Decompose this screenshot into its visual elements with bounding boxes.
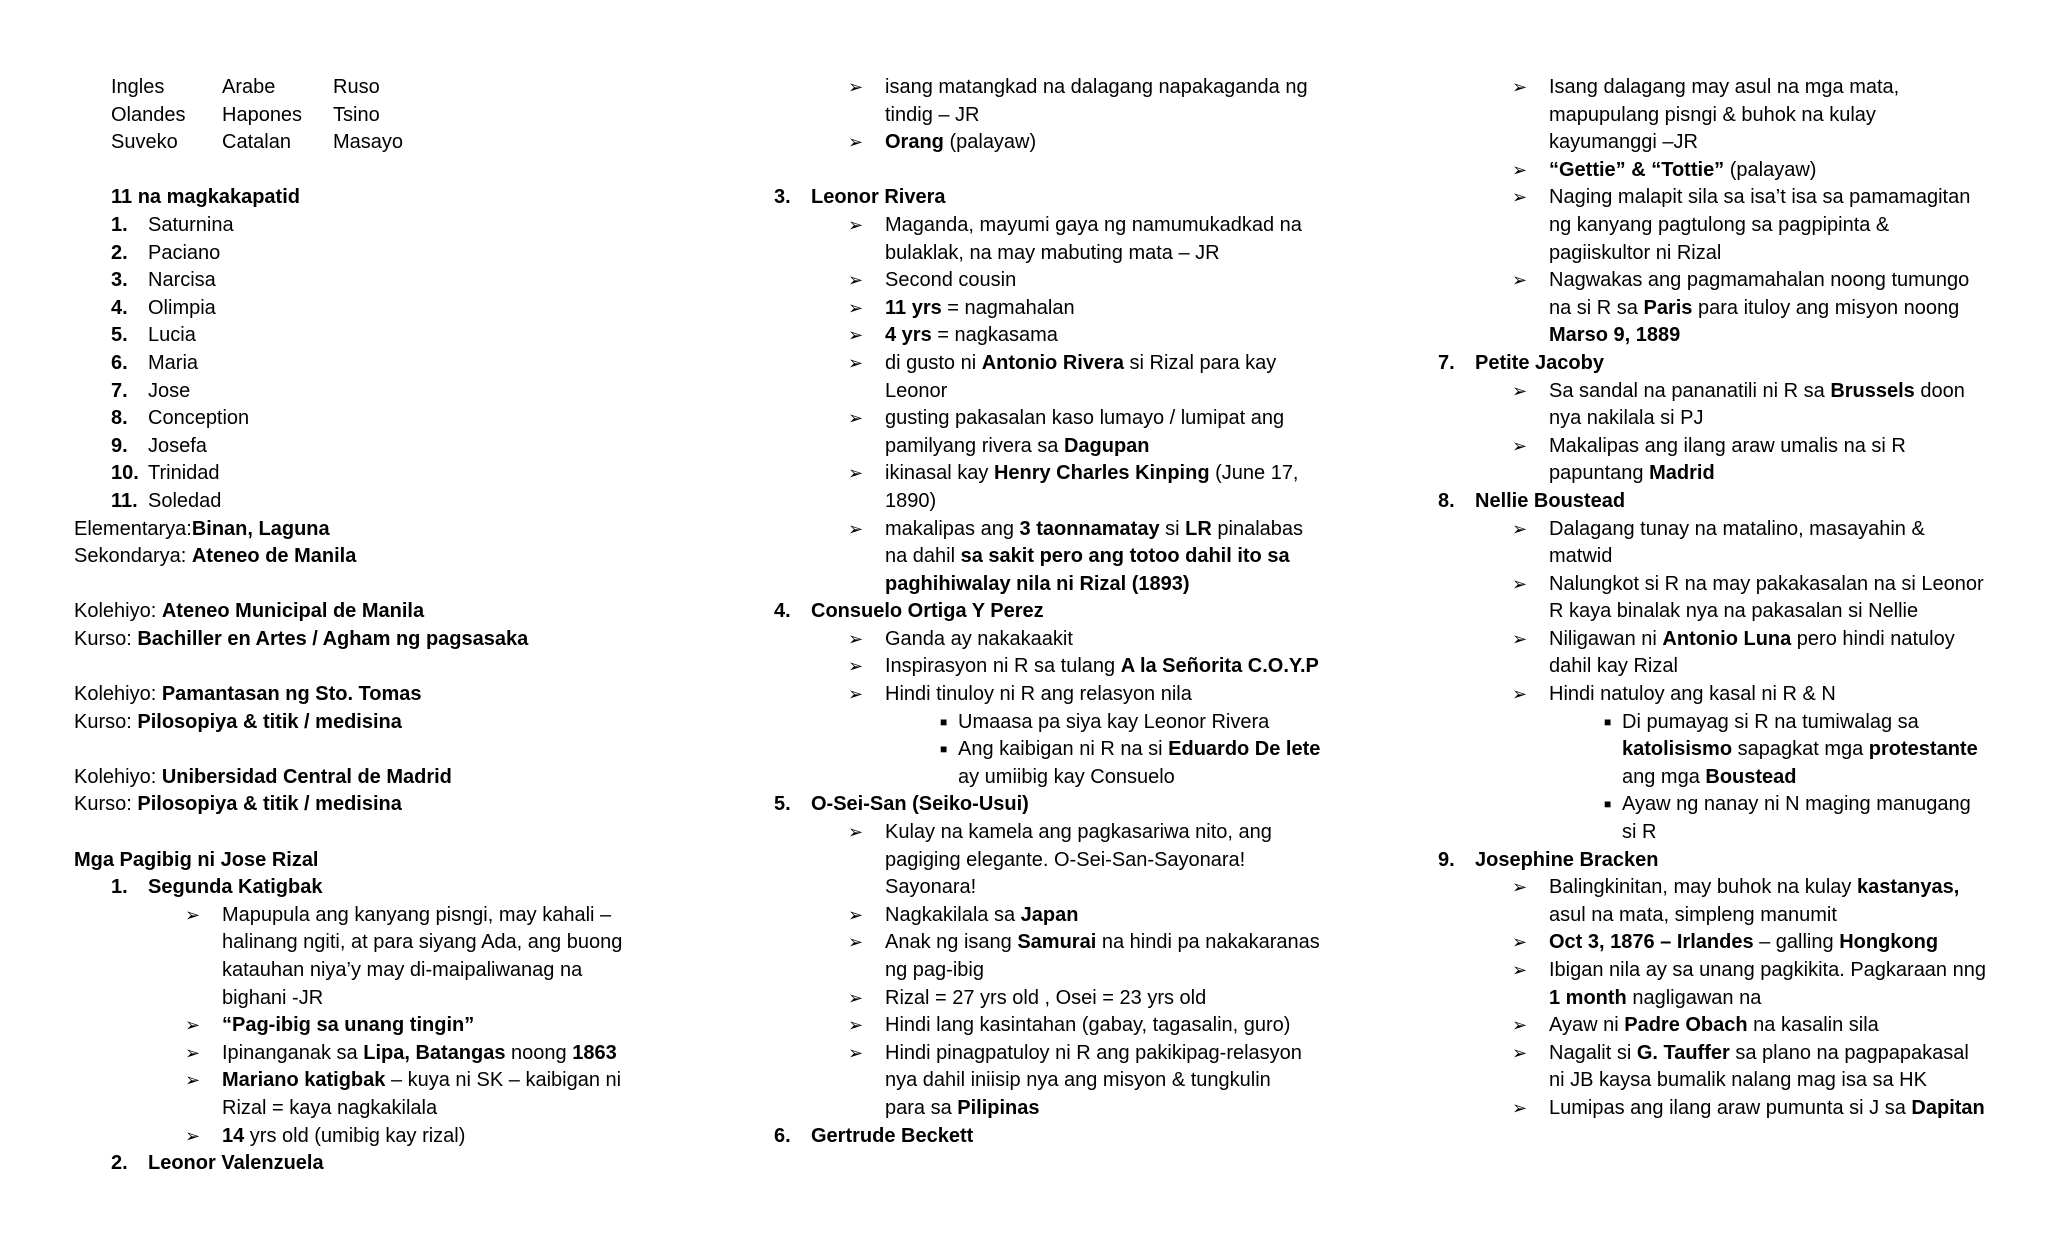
list-item: ➢ Nagkakilala sa Japan: [848, 902, 1334, 930]
arrow-bullet-icon: ➢: [185, 1042, 201, 1063]
language-cell: Catalan: [222, 131, 291, 154]
column-1: [74, 74, 674, 1178]
arrow-bullet-icon: ➢: [185, 1125, 201, 1146]
list-item: ➢ “Pag-ibig sa unang tingin”: [185, 1012, 674, 1040]
love-item-heading: 8. Nellie Boustead: [1438, 489, 1626, 512]
arrow-bullet-icon: ➢: [1512, 187, 1528, 208]
sibling-list-item: 7. Jose: [111, 379, 191, 402]
arrow-bullet-icon: ➢: [1512, 684, 1528, 705]
love-item-heading: 7. Petite Jacoby: [1438, 351, 1604, 374]
list-item: ➢ Sa sandal na pananatili ni R sa Brussels doon nya nakilala si PJ: [1512, 378, 2018, 433]
arrow-bullet-icon: ➢: [1512, 1042, 1528, 1063]
sub-list-item: ■ Umaasa pa siya kay Leonor Rivera: [940, 709, 1334, 737]
language-cell: Ruso: [333, 76, 380, 98]
list-item: ➢ “Gettie” & “Tottie” (palayaw): [1512, 157, 2018, 185]
arrow-bullet-icon: ➢: [1512, 159, 1528, 180]
list-item: ➢ Lumipas ang ilang araw pumunta si J sa Dapitan: [1512, 1095, 2018, 1123]
list-item: ➢ 14 yrs old (umibig kay rizal): [185, 1123, 674, 1151]
list-item: ➢ gusting pakasalan kaso lumayo / lumipat ang pamilyang rivera sa Dagupan: [848, 405, 1334, 460]
arrow-bullet-icon: ➢: [1512, 573, 1528, 594]
list-item: ➢ Nagalit si G. Tauffer sa plano na pagpapakasal ni JB kaysa bumalik nalang mag isa sa HK: [1512, 1040, 2018, 1095]
square-bullet-icon: ■: [1604, 714, 1612, 729]
list-item: ➢ Orang (palayaw): [848, 129, 1334, 157]
arrow-bullet-icon: ➢: [185, 1070, 201, 1091]
love-item-heading: 5. O-Sei-San (Seiko-Usui): [774, 793, 1029, 816]
arrow-bullet-icon: ➢: [1512, 380, 1528, 401]
language-cell: Suveko: [111, 131, 178, 154]
list-item: ➢ Ganda ay nakakaakit: [848, 626, 1334, 654]
arrow-bullet-icon: ➢: [848, 325, 864, 346]
list-item: ➢ Inspirasyon ni R sa tulang A la Señorita C.O.Y.P: [848, 653, 1334, 681]
arrow-bullet-icon: ➢: [848, 463, 864, 484]
languages-table: [111, 74, 674, 157]
list-item: ➢ Naging malapit sila sa isa’t isa sa pamamagitan ng kanyang pagtulong sa pagpipinta & pagiiskultor ni Rizal: [1512, 184, 2018, 267]
arrow-bullet-icon: ➢: [1512, 628, 1528, 649]
square-bullet-icon: ■: [940, 742, 948, 757]
sibling-list-item: 1. Saturnina: [111, 213, 234, 236]
list-item: ➢ Nagwakas ang pagmamahalan noong tumungo na si R sa Paris para ituloy ang misyon noong Marso 9, 1889: [1512, 267, 2018, 350]
language-cell: Ingles: [111, 76, 165, 98]
sub-list-item: ■ Ang kaibigan ni R na si Eduardo De lete ay umiibig kay Consuelo: [940, 736, 1334, 791]
arrow-bullet-icon: ➢: [848, 214, 864, 235]
arrow-bullet-icon: ➢: [1512, 1097, 1528, 1118]
list-item: ➢ Ibigan nila ay sa unang pagkikita. Pagkaraan nng 1 month nagligawan na: [1512, 957, 2018, 1012]
arrow-bullet-icon: ➢: [848, 628, 864, 649]
list-item: ➢ Makalipas ang ilang araw umalis na si R papuntang Madrid: [1512, 433, 2018, 488]
column-3: [1438, 74, 2018, 1123]
love-item-heading: 9. Josephine Bracken: [1438, 848, 1659, 871]
kurso-line: Kurso: Bachiller en Artes / Agham ng pagsasaka: [74, 627, 529, 650]
list-item: ➢ Hindi tinuloy ni R ang relasyon nila: [848, 681, 1334, 709]
arrow-bullet-icon: ➢: [848, 518, 864, 539]
arrow-bullet-icon: ➢: [1512, 960, 1528, 980]
languages-row: [111, 129, 674, 157]
arrow-bullet-icon: ➢: [1512, 1015, 1528, 1036]
arrow-bullet-icon: ➢: [1512, 77, 1528, 97]
list-item: ➢ Ipinanganak sa Lipa, Batangas noong 1863: [185, 1040, 674, 1068]
list-item: ➢ Hindi lang kasintahan (gabay, tagasalin, guro): [848, 1012, 1334, 1040]
list-item: ➢ di gusto ni Antonio Rivera si Rizal para kay Leonor: [848, 350, 1334, 405]
list-item: ➢ Isang dalagang may asul na mga mata, mapupulang pisngi & buhok na kulay kayumanggi –JR: [1512, 74, 2018, 157]
sibling-list-item: 3. Narcisa: [111, 269, 216, 292]
list-item: ➢ Rizal = 27 yrs old , Osei = 23 yrs old: [848, 985, 1334, 1013]
arrow-bullet-icon: ➢: [848, 77, 864, 97]
sibling-list-item: 4. Olimpia: [111, 296, 216, 319]
sibling-list-item: 11. Soledad: [111, 489, 222, 512]
arrow-bullet-icon: ➢: [1512, 518, 1528, 539]
language-cell: Hapones: [222, 103, 303, 126]
sibling-list-item: 9. Josefa: [111, 434, 207, 457]
arrow-bullet-icon: ➢: [1512, 932, 1528, 953]
list-item: ➢ Niligawan ni Antonio Luna pero hindi natuloy dahil kay Rizal: [1512, 626, 2018, 681]
arrow-bullet-icon: ➢: [1512, 435, 1528, 456]
kurso-line: Kurso: Pilosopiya & titik / medisina: [74, 710, 402, 733]
sibling-list-item: 5. Lucia: [111, 324, 196, 347]
love-item-heading: 3. Leonor Rivera: [774, 186, 946, 209]
sub-list-item: ■ Di pumayag si R na tumiwalag sa katolisismo sapagkat mga protestante ang mga Boustead: [1604, 709, 2018, 792]
arrow-bullet-icon: ➢: [1512, 877, 1528, 898]
arrow-bullet-icon: ➢: [848, 132, 864, 153]
kolehiyo-line: Kolehiyo: Ateneo Municipal de Manila: [74, 600, 425, 623]
column-2: [774, 74, 1334, 1150]
loves-heading: Mga Pagibig ni Jose Rizal: [74, 848, 319, 871]
list-item: ➢ Mariano katigbak – kuya ni SK – kaibigan ni Rizal = kaya nagkakilala: [185, 1067, 674, 1122]
arrow-bullet-icon: ➢: [848, 932, 864, 953]
arrow-bullet-icon: ➢: [848, 352, 864, 373]
list-item: ➢ ikinasal kay Henry Charles Kinping (June 17, 1890): [848, 460, 1334, 515]
language-cell: Tsino: [333, 103, 380, 126]
square-bullet-icon: ■: [1604, 797, 1612, 812]
sibling-list-item: 10. Trinidad: [111, 462, 220, 485]
arrow-bullet-icon: ➢: [848, 987, 864, 1008]
list-item: ➢ Balingkinitan, may buhok na kulay kastanyas, asul na mata, simpleng manumit: [1512, 874, 2018, 929]
list-item: ➢ Oct 3, 1876 – Irlandes – galling Hongkong: [1512, 929, 2018, 957]
kurso-line: Kurso: Pilosopiya & titik / medisina: [74, 793, 402, 816]
arrow-bullet-icon: ➢: [848, 1042, 864, 1063]
list-item: ➢ Hindi natuloy ang kasal ni R & N: [1512, 681, 2018, 709]
arrow-bullet-icon: ➢: [185, 904, 201, 925]
kolehiyo-line: Kolehiyo: Unibersidad Central de Madrid: [74, 765, 452, 788]
languages-row: [111, 102, 674, 130]
list-item: ➢ Second cousin: [848, 267, 1334, 295]
arrow-bullet-icon: ➢: [848, 904, 864, 925]
list-item: ➢ Nalungkot si R na may pakakasalan na si Leonor R kaya binalak nya na pakasalan si Nellie: [1512, 571, 2018, 626]
arrow-bullet-icon: ➢: [848, 684, 864, 705]
square-bullet-icon: ■: [940, 714, 948, 729]
arrow-bullet-icon: ➢: [185, 1015, 201, 1036]
language-cell: Masayo: [333, 131, 404, 154]
languages-row: [111, 74, 674, 102]
list-item: ➢ Mapupula ang kanyang pisngi, may kahali – halinang ngiti, at para siyang Ada, ang buong katauhan niya’y may di-maipaliwanag na bighani -JR: [185, 902, 674, 1012]
love-item-heading: 2. Leonor Valenzuela: [111, 1152, 324, 1175]
love-item-heading: 6. Gertrude Beckett: [774, 1124, 974, 1147]
list-item: ➢ 11 yrs = nagmahalan: [848, 295, 1334, 323]
arrow-bullet-icon: ➢: [848, 297, 864, 318]
sekondarya-line: Sekondarya: Ateneo de Manila: [74, 545, 357, 568]
love-item-heading: 1. Segunda Katigbak: [111, 876, 323, 899]
language-cell: Arabe: [222, 76, 276, 98]
kolehiyo-line: Kolehiyo: Pamantasan ng Sto. Tomas: [74, 683, 422, 706]
sibling-list-item: 2. Paciano: [111, 241, 221, 264]
list-item: ➢ Dalagang tunay na matalino, masayahin & matwid: [1512, 516, 2018, 571]
arrow-bullet-icon: ➢: [848, 270, 864, 291]
list-item: ➢ Anak ng isang Samurai na hindi pa nakakaranas ng pag-ibig: [848, 929, 1334, 984]
arrow-bullet-icon: ➢: [848, 408, 864, 429]
elementarya-line: Elementarya:Binan, Laguna: [74, 517, 330, 540]
sibling-list-item: 8. Conception: [111, 407, 250, 430]
siblings-heading: 11 na magkakapatid: [111, 186, 300, 209]
love-item-heading: 4. Consuelo Ortiga Y Perez: [774, 600, 1044, 623]
arrow-bullet-icon: ➢: [848, 656, 864, 677]
list-item: ➢ Hindi pinagpatuloy ni R ang pakikipag-relasyon nya dahil iniisip nya ang misyon & tungkulin para sa Pilipinas: [848, 1040, 1334, 1123]
arrow-bullet-icon: ➢: [1512, 270, 1528, 291]
language-cell: Olandes: [111, 103, 186, 126]
siblings-list: [111, 212, 674, 516]
list-item: ➢ isang matangkad na dalagang napakaganda ng tindig – JR: [848, 74, 1334, 129]
arrow-bullet-icon: ➢: [848, 1015, 864, 1036]
list-item: ➢ Kulay na kamela ang pagkasariwa nito, ang pagiging elegante. O-Sei-San-Sayonara! Sayonara!: [848, 819, 1334, 902]
sibling-list-item: 6. Maria: [111, 351, 199, 374]
list-item: ➢ Maganda, mayumi gaya ng namumukadkad na bulaklak, na may mabuting mata – JR: [848, 212, 1334, 267]
list-item: ➢ makalipas ang 3 taonnamatay si LR pinalabas na dahil sa sakit pero ang totoo dahil ito sa paghihiwalay nila ni Rizal (1893): [848, 516, 1334, 599]
sub-list-item: ■ Ayaw ng nanay ni N maging manugang si R: [1604, 791, 2018, 846]
list-item: ➢ Ayaw ni Padre Obach na kasalin sila: [1512, 1012, 2018, 1040]
arrow-bullet-icon: ➢: [848, 822, 864, 843]
list-item: ➢ 4 yrs = nagkasama: [848, 322, 1334, 350]
